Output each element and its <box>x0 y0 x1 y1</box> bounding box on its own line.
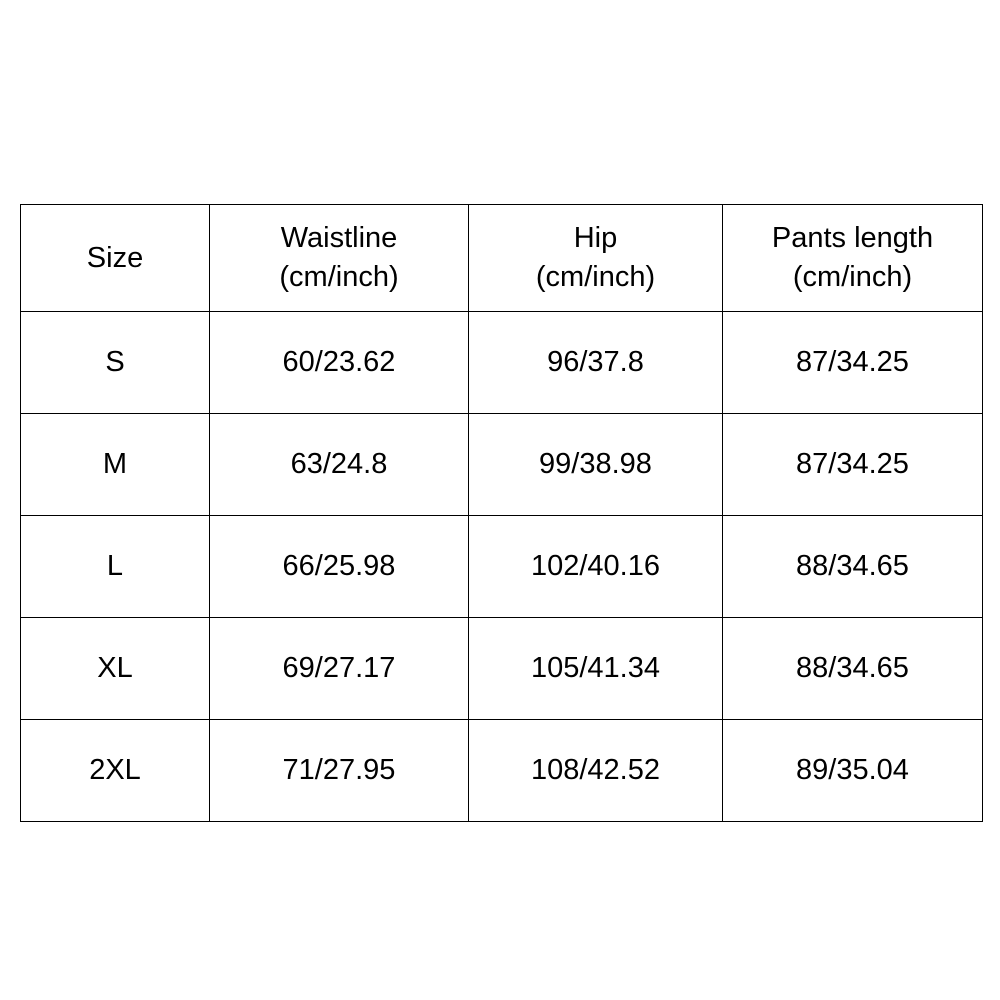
header-pants-length <box>723 205 983 312</box>
cell-pants-length: 88/34.65 <box>723 516 983 618</box>
cell-hip: 102/40.16 <box>469 516 723 618</box>
cell-hip: 99/38.98 <box>469 414 723 516</box>
table-row <box>21 516 983 618</box>
table-row <box>21 618 983 720</box>
cell-size: XL <box>21 618 210 720</box>
header-hip-label: Hip <box>573 222 618 254</box>
table-row <box>21 312 983 414</box>
cell-pants-length: 87/34.25 <box>723 312 983 414</box>
header-size <box>21 205 210 312</box>
header-pants-length-unit: (cm/inch) <box>792 261 913 293</box>
table-row <box>21 414 983 516</box>
cell-size: S <box>21 312 210 414</box>
cell-waistline: 71/27.95 <box>210 720 469 822</box>
header-waistline <box>210 205 469 312</box>
header-hip-unit: (cm/inch) <box>535 261 656 293</box>
header-hip <box>469 205 723 312</box>
cell-size: L <box>21 516 210 618</box>
cell-waistline: 63/24.8 <box>210 414 469 516</box>
cell-waistline: 60/23.62 <box>210 312 469 414</box>
cell-pants-length: 88/34.65 <box>723 618 983 720</box>
cell-hip: 105/41.34 <box>469 618 723 720</box>
cell-waistline: 69/27.17 <box>210 618 469 720</box>
size-chart-table <box>20 204 983 822</box>
cell-waistline: 66/25.98 <box>210 516 469 618</box>
table-row <box>21 720 983 822</box>
cell-hip: 96/37.8 <box>469 312 723 414</box>
cell-size: 2XL <box>21 720 210 822</box>
table-header-row <box>21 205 983 312</box>
header-waistline-label: Waistline <box>280 222 398 254</box>
cell-size: M <box>21 414 210 516</box>
header-waistline-unit: (cm/inch) <box>279 261 399 293</box>
header-size-label: Size <box>86 241 144 274</box>
header-pants-length-label: Pants length <box>771 222 934 254</box>
cell-pants-length: 89/35.04 <box>723 720 983 822</box>
cell-pants-length: 87/34.25 <box>723 414 983 516</box>
cell-hip: 108/42.52 <box>469 720 723 822</box>
